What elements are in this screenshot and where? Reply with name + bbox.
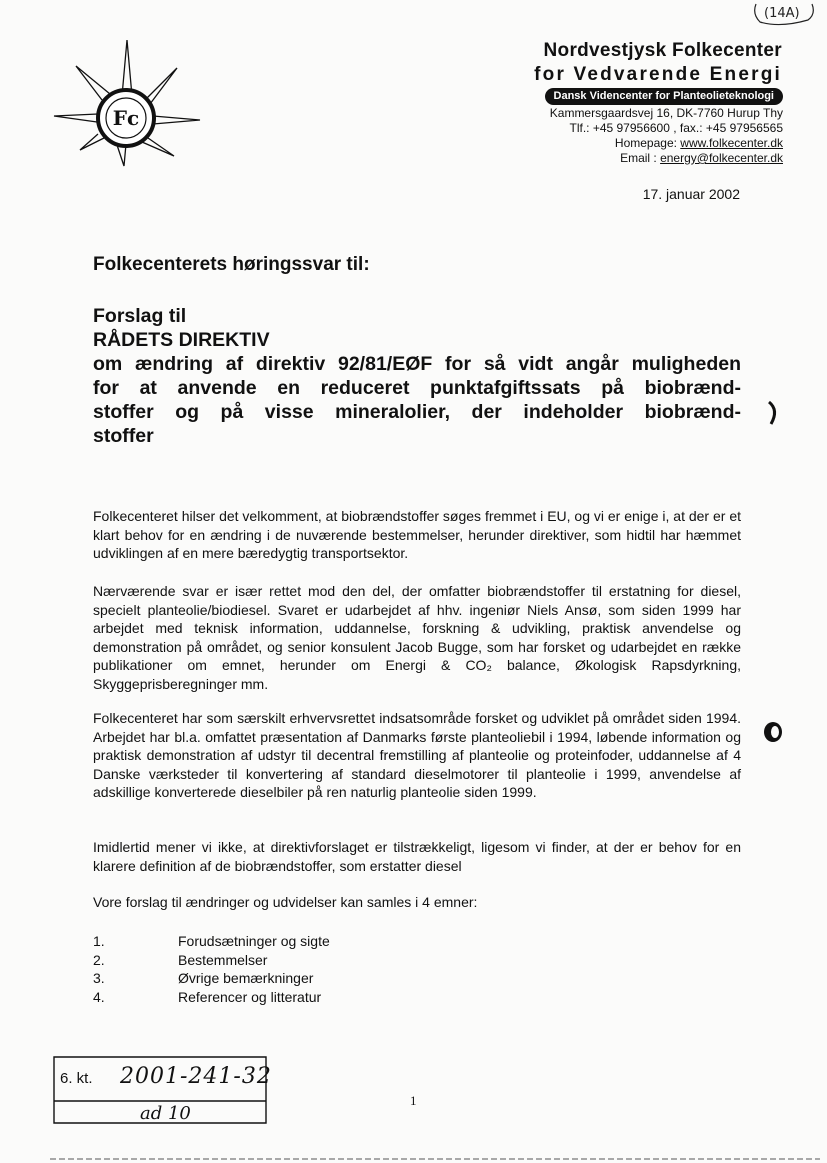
list-item-label: Øvrige bemærkninger: [178, 970, 314, 986]
intro-heading: Folkecenterets høringssvar til:: [93, 254, 370, 275]
document-date: 17. januar 2002: [642, 186, 740, 202]
organization-name-line1: Nordvestjysk Folkecenter: [543, 40, 782, 61]
folkecenter-logo: [52, 38, 202, 168]
organization-name-line2: for Vedvarende Energi: [534, 64, 782, 85]
logo-letters: Fc: [112, 106, 140, 130]
body-paragraph: Imidlertid mener vi ikke, at direktivforslaget er tilstrækkeligt, ligesom vi finder, at der er behov for en klarere definition af de biobrændstoffer, som erstatter diesel: [93, 839, 741, 874]
topic-list: [93, 932, 330, 1006]
handwritten-sub-number: ad 10: [140, 1103, 191, 1124]
homepage-label: Homepage:: [614, 136, 681, 150]
stamp-label: 6. kt.: [60, 1070, 93, 1087]
document-title: [93, 304, 741, 448]
email-label: Email :: [620, 151, 661, 165]
phone-fax-line: Tlf.: +45 97956600 , fax.: +45 97956565: [569, 121, 783, 135]
case-number-stamp: [52, 1055, 272, 1125]
title-line: stoffer: [93, 425, 154, 447]
title-line: for at anvende en reduceret punktafgiftssats på biobrænd-: [93, 377, 741, 399]
homepage-line: [615, 136, 783, 151]
corner-stamp-text: (14A): [764, 6, 800, 21]
email-link[interactable]: energy@folkecenter.dk: [660, 151, 783, 165]
tagline-badge: Dansk Videncenter for Planteolieteknologi: [545, 88, 783, 105]
page-number: 1: [410, 1093, 417, 1108]
body-paragraph: Vore forslag til ændringer og udvidelser kan samles i 4 emner:: [93, 894, 478, 910]
body-paragraph: Folkecenteret har som særskilt erhvervsrettet indsatsområde forsket og udviklet på området siden 1994. Arbejdet har bl.a. omfattet præsentation af Danmarks første planteoliebil i 1994, løbende information og praktisk demonstration af udstyr til decentral fremstilling af planteolie og proteinfoder, uddannelse af 4 Danske værksteder til konvertering af standard dieselmotorer til planteolie i 1999, anvendelse af adskillige konverterede dieselbiler på ren naturlig planteolie siden 1999.: [93, 710, 741, 800]
address-line: Kammersgaardsvej 16, DK-7760 Hurup Thy: [549, 106, 783, 120]
list-item-number: 4.: [93, 988, 105, 1005]
scan-mark: [763, 398, 783, 428]
punch-hole-mark: [762, 720, 784, 744]
corner-stamp: [750, 0, 820, 26]
list-item-label: Forudsætninger og sigte: [178, 933, 330, 949]
title-line: RÅDETS DIREKTIV: [93, 329, 270, 351]
list-item: [93, 932, 330, 951]
body-paragraph: Folkecenteret hilser det velkomment, at biobrændstoffer søges fremmet i EU, og vi er enige i, at der er et klart behov for en ændring i de nuværende bestemmelser, herunder direktiver, som hidtil har hæmmet udviklingen af en mere bæredygtig transportsektor.: [93, 508, 741, 561]
scan-edge-line: [50, 1158, 820, 1160]
list-item-number: 3.: [93, 970, 105, 986]
body-paragraph: Nærværende svar er især rettet mod den del, der omfatter biobrændstoffer til erstatning for diesel, specielt planteolie/biodiesel. Svaret er udarbejdet af hhv. ingeniør Niels Ansø, som siden 1999 har arbejdet med teknisk information, uddannelse, forskning & udvikling, praktisk anvendelse og demonstration på området, og senior konsulent Jacob Bugge, som har forsket og udarbejdet en række publikationer om emnet, herunder om Energi & CO₂ balance, Økologisk Rapsdyrkning, Skyggeprisberegninger mm.: [93, 583, 741, 692]
homepage-link[interactable]: www.folkecenter.dk: [680, 136, 783, 150]
list-item-label: Referencer og litteratur: [178, 988, 322, 1005]
list-item: [93, 951, 330, 970]
list-item: [93, 988, 330, 1007]
list-item-label: Bestemmelser: [178, 951, 268, 968]
list-item-number: 1.: [93, 933, 105, 949]
email-line: [620, 151, 783, 166]
title-line: Forslag til: [93, 305, 187, 327]
list-item: [93, 969, 330, 988]
title-line: stoffer og på visse mineralolier, der indeholder biobrænd-: [93, 401, 741, 423]
title-line: om ændring af direktiv 92/81/EØF for så vidt angår muligheden: [93, 353, 741, 375]
list-item-number: 2.: [93, 951, 105, 968]
handwritten-case-number: 2001-241-32: [120, 1064, 272, 1089]
